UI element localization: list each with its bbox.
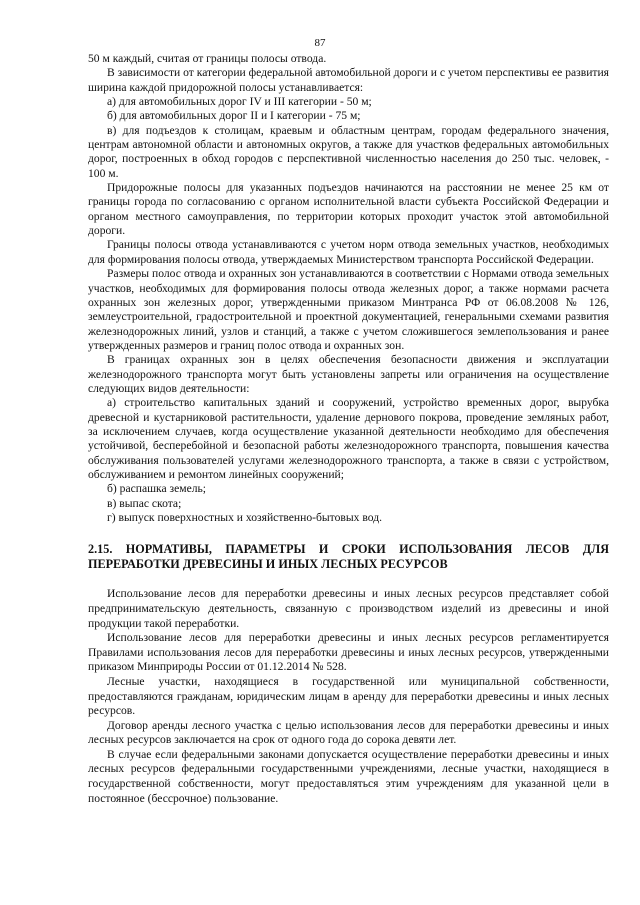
paragraph: Использование лесов для переработки древесины и иных лесных ресурсов регламентируется Правилами использования лесов для переработки древесины и иных лесных ресурсов, утвержденными приказом Минприроды России от 01.12.2014 № 528. <box>88 631 609 674</box>
list-item: а) для автомобильных дорог IV и III категории - 50 м; <box>107 95 372 109</box>
paragraph: Договор аренды лесного участка с целью использования лесов для переработки древесины и иных лесных ресурсов заключается на срок от одного года до сорока девяти лет. <box>88 718 609 747</box>
section-heading: 2.15. НОРМАТИВЫ, ПАРАМЕТРЫ И СРОКИ ИСПОЛЬЗОВАНИЯ ЛЕСОВ ДЛЯ ПЕРЕРАБОТКИ ДРЕВЕСИНЫ И ИНЫХ ЛЕСНЫХ РЕСУРСОВ <box>88 542 609 572</box>
list-item: в) выпас скота; <box>107 496 182 510</box>
paragraph: Лесные участки, находящиеся в государственной или муниципальной собственности, предоставляются гражданам, юридическим лицам в аренду для переработки древесины и иных лесных ресурсов. <box>88 674 609 718</box>
paragraph: Границы полосы отвода устанавливаются с учетом норм отвода земельных участков, необходимых для формирования полосы отвода, утверждаемых Министерством транспорта Российской Федерации. <box>88 238 609 266</box>
list-item: б) для автомобильных дорог II и I категории - 75 м; <box>107 109 361 123</box>
list-item: а) строительство капитальных зданий и сооружений, устройство временных дорог, вырубка древесной и кустарниковой растительности, удаление дернового покрова, проведение земляных работ, за исключением случаев, когда осуществление указанной деятельности необходимо для обеспечения устойчивой, бесперебойной и безопасной работы железнодорожного транспорта, повышения качества обслуживания пользователей услугами железнодорожного транспорта, а также в связи с устройством, обслуживанием и ремонтом линейных сооружений; <box>88 396 609 481</box>
list-item: б) распашка земель; <box>107 482 207 496</box>
section-body <box>88 587 609 806</box>
paragraph: Использование лесов для переработки древесины и иных лесных ресурсов представляет собой предпринимательскую деятельность, связанную с производством изделий из древесины и иной продукции такой переработки. <box>88 587 609 630</box>
list-item: в) для подъездов к столицам, краевым и областным центрам, городам федерального значения, центрам автономной области и автономных округов, а также для участков федеральных автомобильных дорог, построенных в обход городов с перспективной численностью населения до 250 тыс. человек, - 100 м. <box>88 123 609 180</box>
page-number: 87 <box>314 37 326 49</box>
document-body <box>88 52 609 806</box>
list-item: г) выпуск поверхностных и хозяйственно-бытовых вод. <box>107 511 383 524</box>
paragraph: 50 м каждый, считая от границы полосы отвода. <box>88 52 327 65</box>
paragraph: В зависимости от категории федеральной автомобильной дороги и с учетом перспективы ее развития ширина каждой придорожной полосы устанавливается: <box>88 66 609 94</box>
paragraph: Придорожные полосы для указанных подъездов начинаются на расстоянии не менее 25 км от границы города по согласованию с органом исполнительной власти субъекта Российской Федерации и органом местного самоуправления, по территории которых проходит участок этой автомобильной дороги. <box>88 181 609 238</box>
paragraph: В случае если федеральными законами допускается осуществление переработки древесины и иных лесных ресурсов федеральными государственными учреждениями, лесные участки, находящиеся в государственной собственности, могут предоставляться этим учреждениям для указанной цели в постоянное (бессрочное) пользование. <box>88 747 609 805</box>
paragraph: Размеры полос отвода и охранных зон устанавливаются в соответствии с Нормами отвода земельных участков, необходимых для формирования полосы отвода железных дорог, а также нормами расчета охранных зон железных дорог, утвержденными приказом Минтранса РФ от 06.08.2008 № 126, землеустроительной, градостроительной и проектной документацией, генеральными схемами развития железнодорожных линий, узлов и станций, а также с учетом сложившегося землепользования и ранее утвержденных размеров и границ полос отвода и охранных зон. <box>88 267 609 352</box>
paragraph: В границах охранных зон в целях обеспечения безопасности движения и эксплуатации железнодорожного транспорта могут быть установлены запреты или ограничения на осуществление следующих видов деятельности: <box>88 353 609 395</box>
